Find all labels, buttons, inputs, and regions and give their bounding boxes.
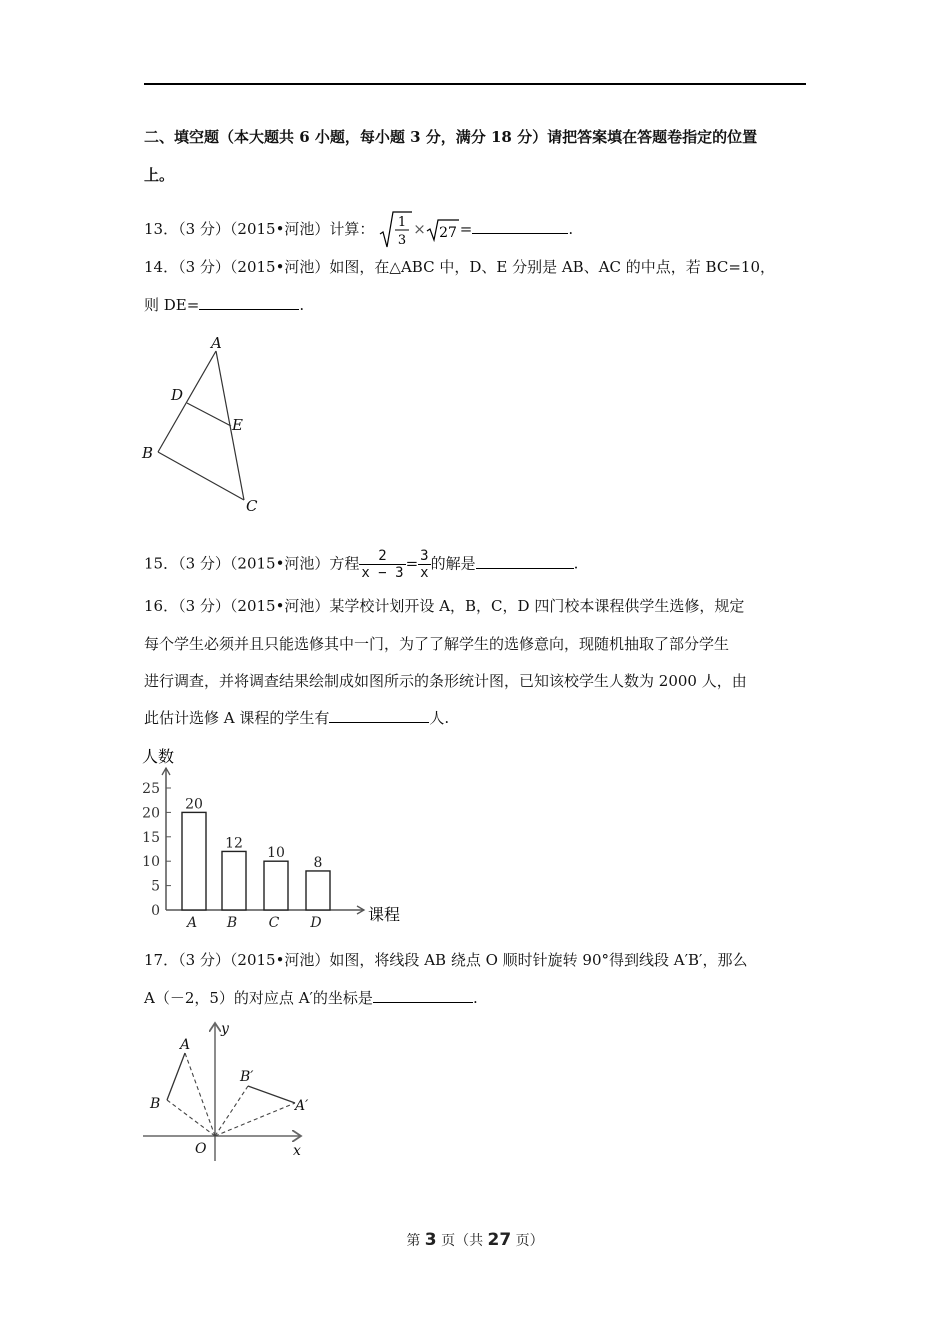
q13-frac-den: 3 (398, 233, 407, 248)
dash-oa (185, 1053, 215, 1136)
section-heading: 二、填空题（本大题共 6 小题，每小题 3 分，满分 18 分）请把答案填在答题卷指定的位置 (144, 128, 758, 146)
bar-C (264, 861, 288, 910)
label-a: A (211, 334, 222, 352)
x-tick-label: B (226, 915, 238, 931)
segment-a2b2 (248, 1086, 295, 1103)
q17-answer-blank[interactable] (373, 988, 473, 1003)
page-footer (0, 1230, 950, 1250)
label-a-prime: A′ (295, 1098, 309, 1114)
q14-end: . (299, 296, 305, 314)
q17-end: . (472, 989, 478, 1007)
triangle-figure (135, 330, 275, 520)
question-14-line2 (144, 295, 304, 315)
q13-radicand: 27 (438, 225, 457, 241)
sqrt-27 (426, 218, 460, 242)
q15-equals: = (405, 554, 419, 573)
footer-post: 页） (515, 1233, 544, 1249)
q13-frac-num: 1 (398, 215, 407, 230)
bar-value-label: 8 (313, 854, 323, 871)
q15-answer-blank[interactable] (476, 554, 574, 569)
label-b-prime: B′ (240, 1069, 254, 1085)
question-13 (144, 210, 573, 250)
y-tick-label: 5 (151, 878, 160, 895)
segment-ab (167, 1053, 185, 1100)
frac2-den: x (420, 565, 429, 581)
q13-prefix: 13．（3 分）（2015•河池）计算： (144, 220, 375, 238)
total-pages: 27 (487, 1230, 512, 1250)
bar-value-label: 12 (225, 835, 243, 852)
frac1-den: x − 3 (361, 565, 404, 581)
y-tick-label: 15 (142, 829, 160, 846)
rotation-figure (135, 1015, 315, 1165)
header-rule (144, 83, 806, 85)
y-tick-label: 0 (151, 903, 160, 919)
q15-end: . (573, 554, 579, 573)
y-tick-label: 25 (142, 781, 160, 797)
bar-A (182, 812, 206, 910)
side-bc (158, 452, 244, 500)
footer-mid: 页（共 (441, 1233, 484, 1249)
label-y: y (221, 1021, 229, 1037)
question-14-line1: 14．（3 分）（2015•河池）如图，在△ABC 中，D、E 分别是 AB、AC 的中点，若 BC=10， (144, 258, 775, 276)
q14-prefix: 则 DE= (144, 296, 200, 314)
y-tick-label: 20 (142, 805, 160, 822)
y-axis-label: 人数 (142, 747, 175, 766)
label-a: A (180, 1037, 191, 1053)
label-x: x (293, 1143, 301, 1159)
side-ab (158, 351, 216, 452)
question-16-line2: 每个学生必须并且只能选修其中一门，为了了解学生的选修意向，现随机抽取了部分学生 (144, 635, 730, 653)
bar-D (306, 871, 330, 910)
q13-equals: = (459, 220, 473, 238)
label-d: D (171, 386, 184, 404)
q15-suffix: 的解是 (430, 554, 476, 573)
label-o: O (195, 1141, 207, 1157)
q17-prefix: A（－2，5）的对应点 A′的坐标是 (144, 989, 373, 1007)
label-c: C (246, 497, 258, 515)
fraction-3-over-x (418, 548, 430, 581)
bar-value-label: 10 (267, 845, 285, 862)
q15-prefix: 15．（3 分）（2015•河池）方程 (144, 554, 360, 573)
question-17-line2 (144, 988, 478, 1008)
sqrt-fraction (379, 210, 413, 250)
x-axis-label: 课程 (368, 905, 401, 924)
q16-suffix: 人. (429, 709, 450, 727)
question-16-line3: 进行调查，并将调查结果绘制成如图所示的条形统计图，已知该校学生人数为 2000 人，由 (144, 672, 747, 690)
label-e: E (232, 416, 243, 434)
y-tick-label: 10 (142, 854, 160, 871)
times-sign: × (413, 220, 426, 238)
q13-end: . (568, 220, 574, 238)
frac2-num: 3 (420, 548, 429, 564)
dash-oa2 (215, 1103, 295, 1136)
dash-ob2 (215, 1086, 248, 1136)
bar-chart (140, 740, 415, 935)
q16-answer-blank[interactable] (329, 708, 429, 723)
segment-de (187, 403, 231, 426)
fraction-2-over-x-minus-3 (359, 548, 405, 581)
question-16-line1: 16．（3 分）（2015•河池）某学校计划开设 A，B，C，D 四门校本课程供学生选修，规定 (144, 597, 745, 615)
q16-prefix: 此估计选修 A 课程的学生有 (144, 709, 330, 727)
footer-pre: 第 (406, 1233, 421, 1249)
x-tick-label: D (310, 915, 322, 931)
question-17-line1: 17．（3 分）（2015•河池）如图，将线段 AB 绕点 O 顺时针旋转 90°得到线段 A′B′，那么 (144, 951, 748, 969)
page-number: 3 (424, 1230, 437, 1250)
bar-value-label: 20 (185, 796, 203, 813)
bar-B (222, 851, 246, 910)
dash-ob (167, 1100, 215, 1136)
x-tick-label: C (268, 915, 280, 931)
question-16-line4 (144, 708, 449, 728)
question-15 (144, 548, 578, 581)
section-heading-cont: 上。 (144, 166, 175, 184)
label-b: B (142, 444, 154, 462)
x-tick-label: A (186, 915, 198, 931)
q14-answer-blank[interactable] (199, 295, 299, 310)
label-b: B (150, 1096, 161, 1112)
frac1-num: 2 (359, 548, 405, 565)
q13-answer-blank[interactable] (472, 219, 568, 234)
